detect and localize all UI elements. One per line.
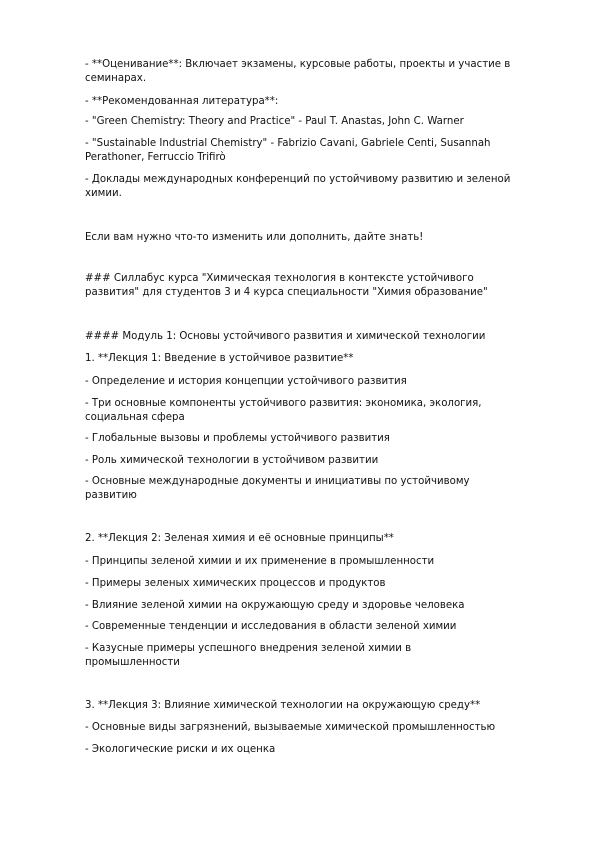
text-line: - Основные виды загрязнений, вызываемые химической промышленностью xyxy=(85,722,496,733)
text-line: - Три основные компоненты устойчивого развития: экономика, экология, xyxy=(85,398,482,409)
text-line: - "Sustainable Industrial Chemistry" - Fabrizio Cavani, Gabriele Centi, Susannah xyxy=(85,138,491,149)
text-line: - Роль химической технологии в устойчивом развитии xyxy=(85,455,379,466)
text-line: семинарах. xyxy=(85,73,147,84)
text-line: - "Green Chemistry: Theory and Practice" - Paul T. Anastas, John C. Warner xyxy=(85,116,464,127)
text-line: - Основные международные документы и инициативы по устойчивому xyxy=(85,476,470,487)
text-line: - Казусные примеры успешного внедрения зеленой химии в xyxy=(85,643,412,654)
text-line: 3. **Лекция 3: Влияние химической технологии на окружающую среду** xyxy=(85,700,481,711)
text-line: - **Рекомендованная литература**: xyxy=(85,96,279,107)
text-line: - **Оценивание**: Включает экзамены, курсовые работы, проекты и участие в xyxy=(85,59,511,70)
heading-line: ### Силлабус курса "Химическая технология в контексте устойчивого xyxy=(85,273,474,284)
text-line: 1. **Лекция 1: Введение в устойчивое развитие** xyxy=(85,353,354,364)
heading-line: #### Модуль 1: Основы устойчивого развития и химической технологии xyxy=(85,331,486,342)
text-line: - Глобальные вызовы и проблемы устойчивого развития xyxy=(85,433,390,444)
text-line: - Доклады международных конференций по устойчивому развитию и зеленой xyxy=(85,174,511,185)
text-line: социальная сфера xyxy=(85,412,185,423)
text-line: 2. **Лекция 2: Зеленая химия и её основные принципы** xyxy=(85,533,394,544)
text-line: - Примеры зеленых химических процессов и продуктов xyxy=(85,578,386,589)
text-line: - Влияние зеленой химии на окружающую среду и здоровье человека xyxy=(85,600,465,611)
text-line: Perathoner, Ferruccio Trifirò xyxy=(85,152,226,163)
text-line: - Принципы зеленой химии и их применение в промышленности xyxy=(85,556,435,567)
text-line: - Определение и история концепции устойчивого развития xyxy=(85,376,407,387)
heading-line: развития" для студентов 3 и 4 курса специальности "Химия образование" xyxy=(85,287,488,298)
text-line: развитию xyxy=(85,490,137,501)
text-line: промышленности xyxy=(85,657,180,668)
text-line: химии. xyxy=(85,188,122,199)
text-line: - Современные тенденции и исследования в области зеленой химии xyxy=(85,621,457,632)
text-line: - Экологические риски и их оценка xyxy=(85,744,276,755)
text-line: Если вам нужно что-то изменить или дополнить, дайте знать! xyxy=(85,232,424,243)
